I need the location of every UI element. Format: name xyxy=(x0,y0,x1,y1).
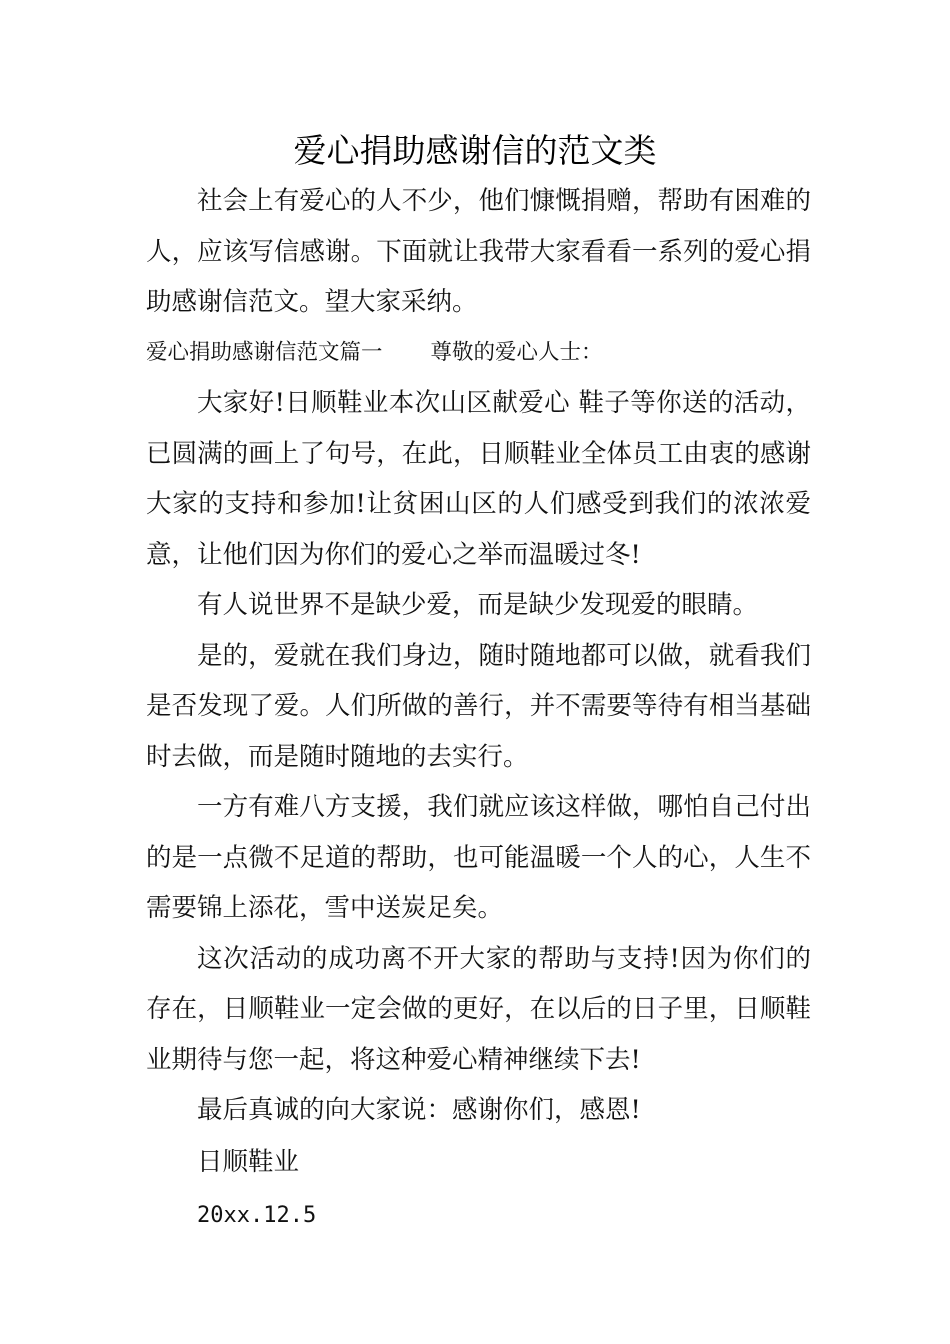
document-title: 爱心捐助感谢信的范文类 xyxy=(293,131,657,170)
body-paragraph-1: 大家好!日顺鞋业本次山区献爱心 鞋子等你送的活动，已圆满的画上了句号，在此，日顺鞋业全体员工由衷的感谢大家的支持和参加!让贫困山区的人们感受到我们的浓浓爱意，让他们因为你们的爱心之举而温暖过冬! xyxy=(146,388,811,570)
document-body xyxy=(146,176,811,1242)
body-paragraph-5: 这次活动的成功离不开大家的帮助与支持!因为你们的存在，日顺鞋业一定会做的更好，在以后的日子里，日顺鞋业期待与您一起，将这种爱心精神继续下去! xyxy=(146,943,811,1075)
body-paragraph-3: 是的，爱就在我们身边，随时随地都可以做，就看我们是否发现了爱。人们所做的善行，并不需要等待有相当基础时去做，而是随时随地的去实行。 xyxy=(146,640,811,772)
body-paragraph-2: 有人说世界不是缺少爱，而是缺少发现爱的眼睛。 xyxy=(197,590,759,620)
section-heading-line xyxy=(146,328,811,379)
salutation: 尊敬的爱心人士： xyxy=(430,339,603,365)
intro-paragraph: 社会上有爱心的人不少，他们慷慨捐赠，帮助有困难的人，应该写信感谢。下面就让我带大家看看一系列的爱心捐助感谢信范文。望大家采纳。 xyxy=(146,186,811,317)
closing-paragraph: 最后真诚的向大家说：感谢你们，感恩! xyxy=(197,1095,641,1125)
signature: 日顺鞋业 xyxy=(197,1146,300,1177)
body-paragraph-4: 一方有难八方支援，我们就应该这样做，哪怕自己付出的是一点微不足道的帮助，也可能温暖一个人的心，人生不需要锦上添花，雪中送炭足矣。 xyxy=(146,792,811,923)
date: 20xx.12.5 xyxy=(197,1202,317,1228)
section-heading: 爱心捐助感谢信范文篇一 xyxy=(146,339,383,365)
